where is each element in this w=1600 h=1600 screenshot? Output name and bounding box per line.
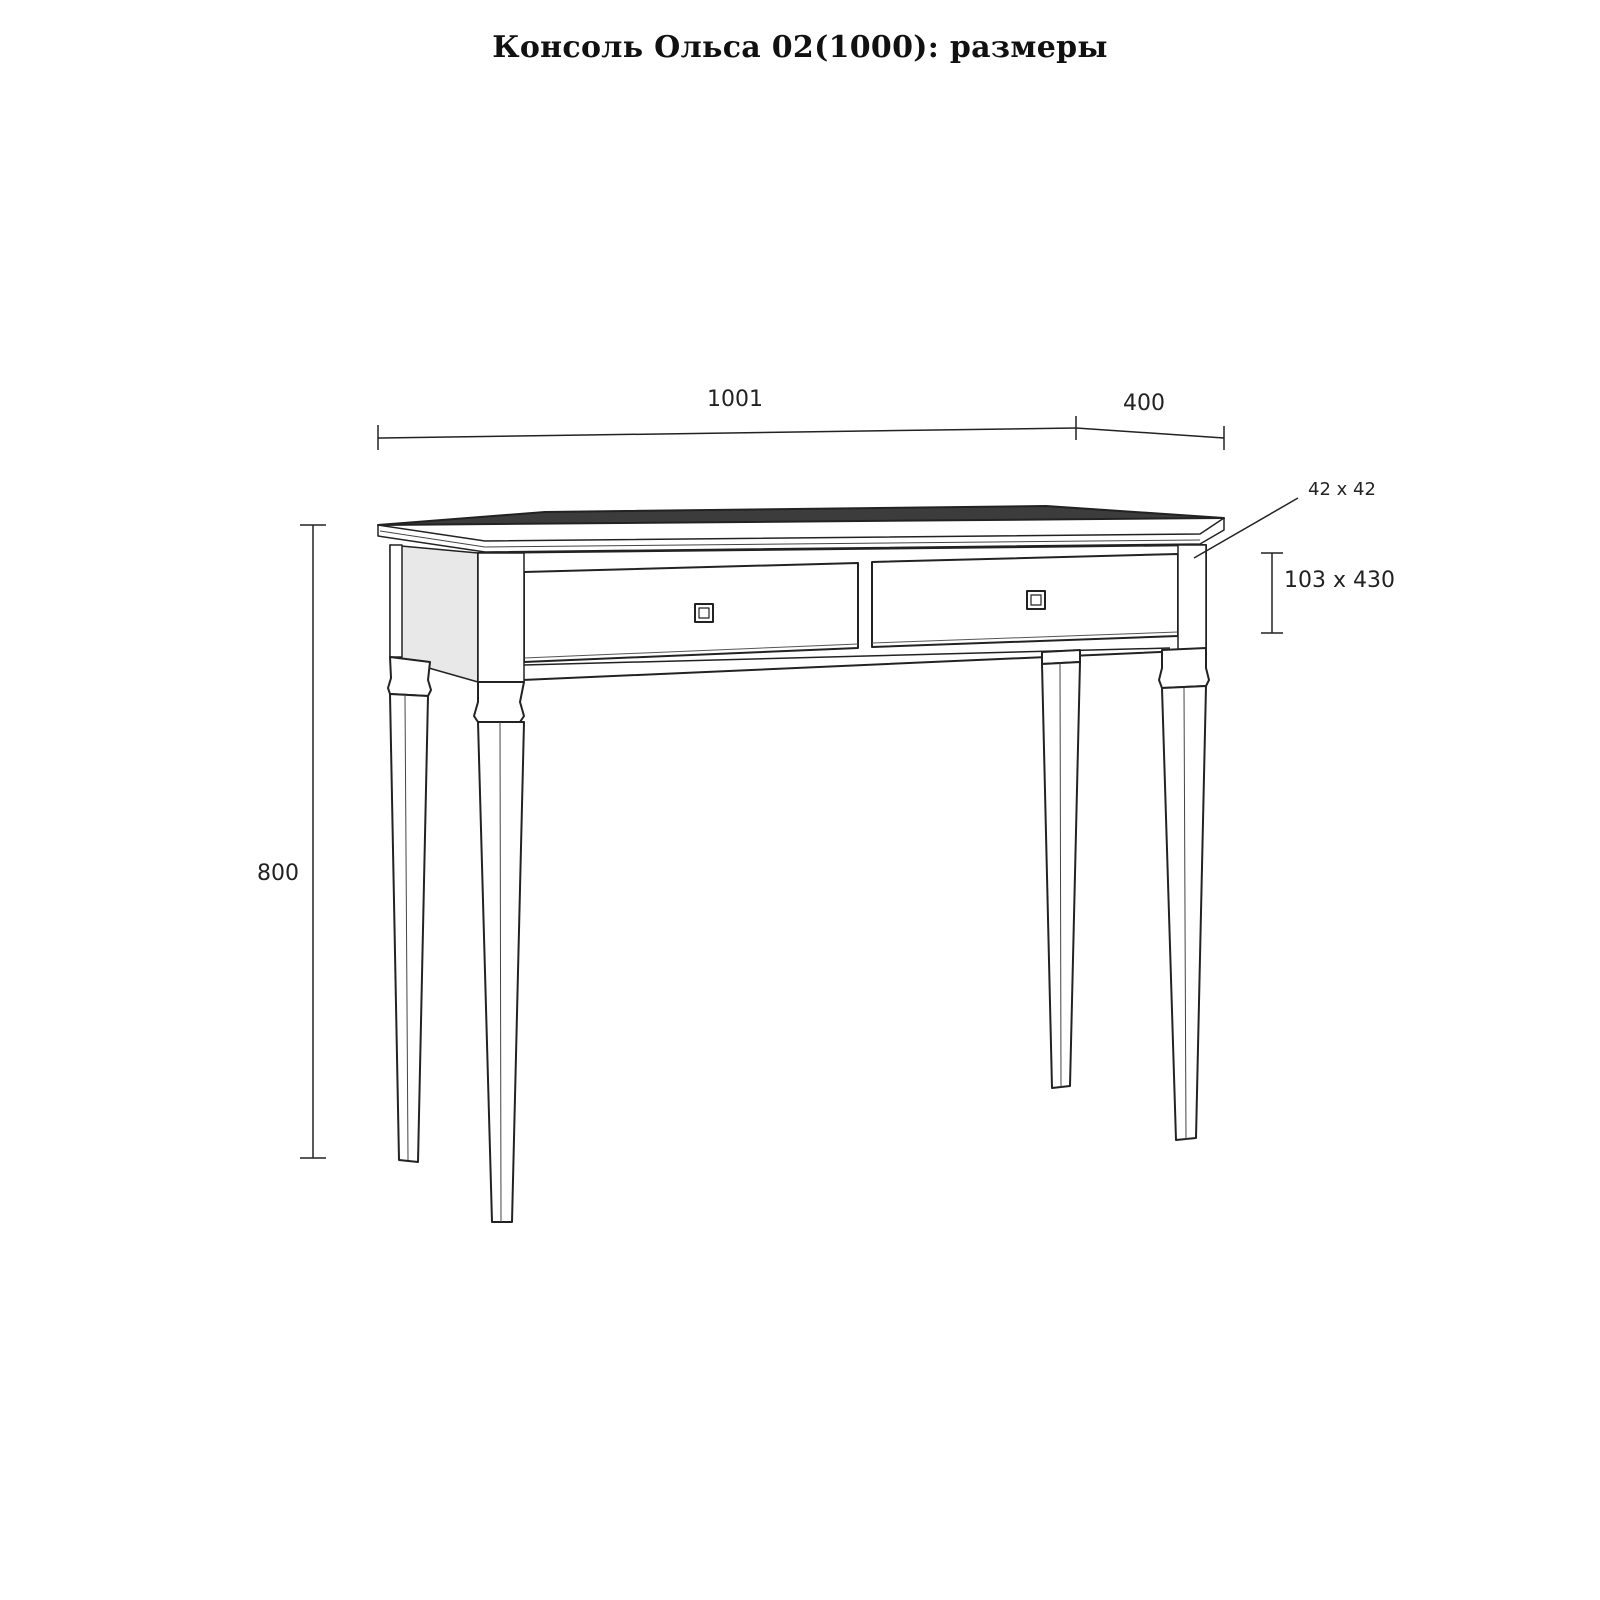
tabletop <box>378 506 1224 525</box>
leg-front-left <box>474 682 524 1222</box>
height-label: 800 <box>257 861 299 886</box>
width-dim-line <box>378 428 1076 438</box>
leg-front-right <box>1159 648 1209 1140</box>
depth-dim-line <box>1076 428 1224 438</box>
frame-post-rear-left <box>390 545 402 657</box>
dimension-lines <box>300 416 1298 1158</box>
drawer-right <box>872 554 1178 647</box>
width-label: 1001 <box>707 387 763 412</box>
drawer-size-label: 103 x 430 <box>1284 568 1395 593</box>
depth-label: 400 <box>1123 391 1165 416</box>
drawer-left <box>524 563 858 662</box>
frame-post-left <box>478 553 524 682</box>
frame-post-right <box>1178 545 1206 650</box>
leg-section-label: 42 x 42 <box>1308 479 1376 500</box>
page-title: Консоль Ольса 02(1000): размеры <box>492 30 1108 65</box>
console-table <box>378 506 1224 1222</box>
leg-rear-left <box>388 657 431 1162</box>
leg-rear-right <box>1042 650 1080 1088</box>
